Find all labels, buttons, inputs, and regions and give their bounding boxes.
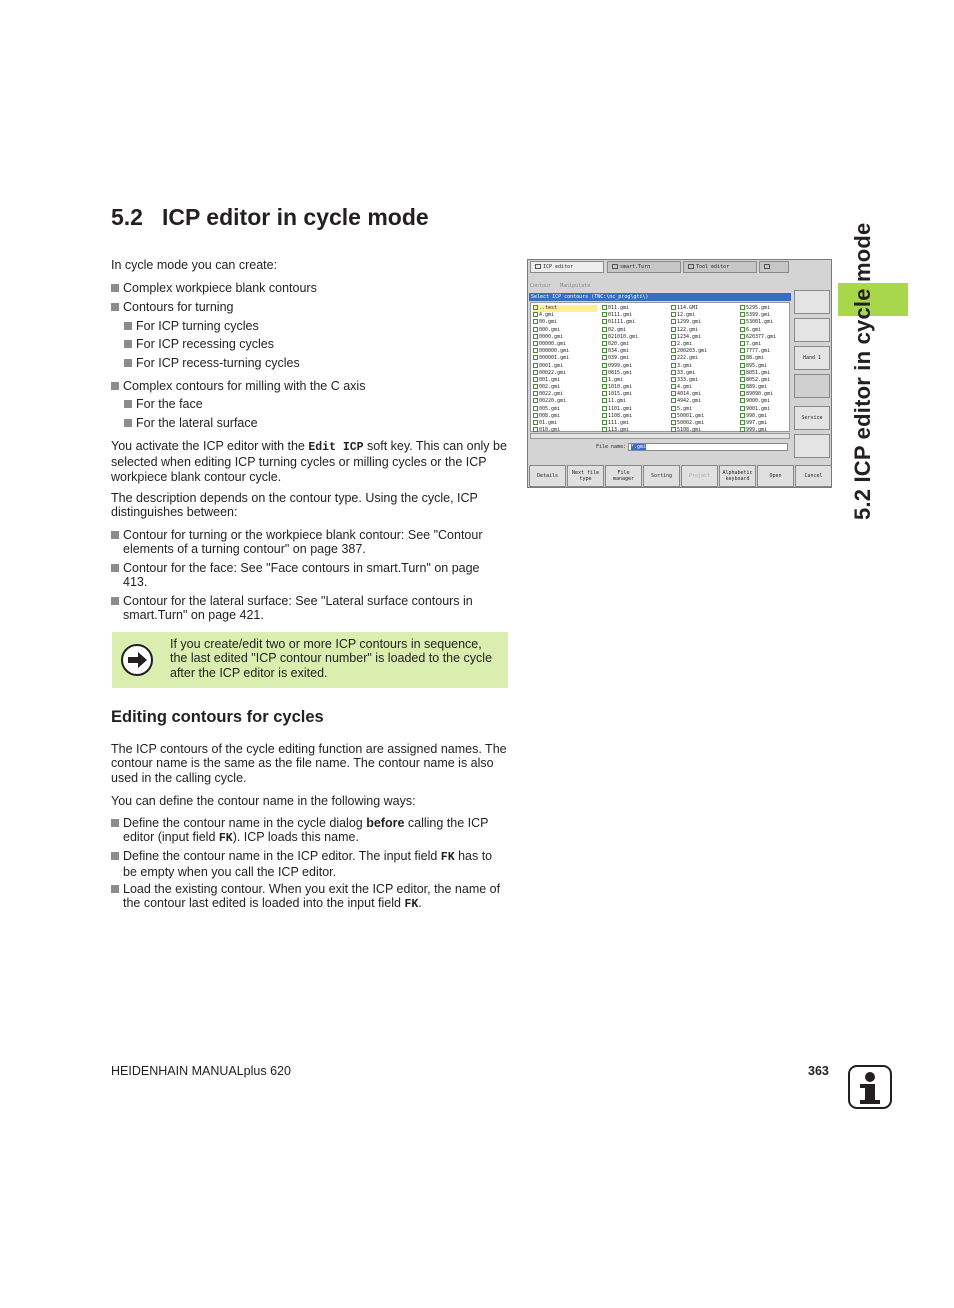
file-item-label: 8051.gmi xyxy=(746,369,771,376)
file-icon xyxy=(671,348,676,353)
file-icon xyxy=(533,305,538,310)
file-icon xyxy=(740,363,745,368)
file-item-label: 005.gmi xyxy=(539,405,561,412)
file-item[interactable] xyxy=(602,398,666,405)
file-item[interactable] xyxy=(671,305,735,312)
file-icon xyxy=(533,348,538,353)
file-icon xyxy=(671,413,676,418)
file-item[interactable] xyxy=(533,341,597,348)
file-item[interactable] xyxy=(602,334,666,341)
file-icon xyxy=(740,384,745,389)
file-item-label: 9000.gmi xyxy=(746,398,771,405)
arrow-right-icon xyxy=(121,644,153,676)
file-item-label: 5108.gmi xyxy=(677,427,702,434)
file-item-label: 1234.gmi xyxy=(677,333,702,340)
file-icon xyxy=(671,305,676,310)
file-item-label: 999.gmi xyxy=(746,427,768,434)
file-item-label: 020.gmi xyxy=(608,340,630,347)
file-icon xyxy=(533,363,538,368)
file-item[interactable] xyxy=(671,312,735,319)
file-icon xyxy=(533,312,538,317)
horizontal-scrollbar[interactable] xyxy=(530,433,790,439)
file-icon xyxy=(533,406,538,411)
file-icon xyxy=(602,391,607,396)
disk-icon xyxy=(764,264,770,269)
file-item-label: 620377.gmi xyxy=(746,333,777,340)
tab-icp-editor[interactable]: ICP editor xyxy=(530,261,604,273)
file-icon xyxy=(671,370,676,375)
file-item[interactable] xyxy=(533,391,597,398)
file-icon xyxy=(602,355,607,360)
side-running-title: 5.2 ICP editor in cycle mode xyxy=(850,222,875,520)
file-icon xyxy=(533,327,538,332)
file-item-label: 200203.gmi xyxy=(677,348,708,355)
file-icon xyxy=(533,391,538,396)
file-item[interactable] xyxy=(602,391,666,398)
file-icon xyxy=(602,406,607,411)
file-item[interactable] xyxy=(671,377,735,384)
file-column xyxy=(533,305,597,434)
tab-tool-editor[interactable]: Tool editor xyxy=(683,261,757,273)
file-item[interactable] xyxy=(533,348,597,355)
file-icon xyxy=(602,327,607,332)
file-item-label: 0999.gmi xyxy=(608,362,633,369)
file-item-label: 1108.gmi xyxy=(608,412,633,419)
file-icon xyxy=(602,377,607,382)
file-icon xyxy=(602,427,607,432)
list-item: Contour for the face: See "Face contours in smart.Turn" on page 413. xyxy=(111,561,507,590)
file-icon xyxy=(740,398,745,403)
file-icon xyxy=(602,363,607,368)
file-icon xyxy=(671,355,676,360)
file-item[interactable] xyxy=(671,334,735,341)
description-paragraph: The description depends on the contour type. Using the cycle, ICP distinguishes between: xyxy=(111,491,478,520)
file-item-label: 333.gmi xyxy=(677,376,699,383)
file-item[interactable] xyxy=(602,305,666,312)
list-item: Define the contour name in the ICP editor. The input field FK has to be empty when you call the ICP editor. xyxy=(111,849,507,880)
file-item[interactable] xyxy=(533,312,597,319)
file-item[interactable] xyxy=(533,363,597,370)
screenshot-tabs xyxy=(528,260,792,274)
file-item-label: 7777.gmi xyxy=(746,348,771,355)
softkey-open[interactable]: Open xyxy=(757,465,794,487)
vertical-softkey-tool-icon[interactable] xyxy=(794,318,830,342)
file-item-label: 89090.gmi xyxy=(746,391,774,398)
file-item[interactable] xyxy=(533,305,597,312)
file-item-label: 12.gmi xyxy=(677,312,696,319)
file-icon xyxy=(671,391,676,396)
file-item-label: 0815.gmi xyxy=(608,369,633,376)
file-icon xyxy=(602,319,607,324)
file-item[interactable] xyxy=(602,370,666,377)
file-item[interactable] xyxy=(671,413,735,420)
file-item-label: 034.gmi xyxy=(608,348,630,355)
file-column xyxy=(671,305,735,434)
file-item-label: 002.gmi xyxy=(539,384,561,391)
vertical-softkey-service[interactable]: Service xyxy=(794,406,830,430)
file-item[interactable] xyxy=(533,334,597,341)
file-item-label: 008.gmi xyxy=(539,412,561,419)
file-item-label: 2.gmi xyxy=(677,340,693,347)
file-icon xyxy=(602,398,607,403)
file-item-label: 111.gmi xyxy=(608,420,630,426)
file-item[interactable] xyxy=(602,319,666,326)
file-item-label: 4.gmi xyxy=(677,384,693,391)
file-icon xyxy=(671,334,676,339)
softkey-sorting[interactable]: Sorting xyxy=(643,465,680,487)
file-item-label: 895.gmi xyxy=(746,362,768,369)
note-box xyxy=(112,632,508,688)
file-item-label: 1101.gmi xyxy=(608,405,633,412)
file-item[interactable] xyxy=(671,355,735,362)
file-item-label: 88.gmi xyxy=(746,355,765,362)
file-item[interactable] xyxy=(602,341,666,348)
file-item-label: 889.gmi xyxy=(746,384,768,391)
file-item-label: 010.gmi xyxy=(539,427,561,434)
list-item: For the face xyxy=(124,397,507,411)
file-item[interactable] xyxy=(602,420,666,427)
file-item[interactable] xyxy=(533,370,597,377)
file-item[interactable] xyxy=(602,363,666,370)
file-icon xyxy=(740,355,745,360)
file-icon xyxy=(602,413,607,418)
file-item-label: 01111.gmi xyxy=(608,319,636,326)
file-icon xyxy=(602,334,607,339)
file-icon xyxy=(740,427,745,432)
softkey-alphabetic-keyboard[interactable]: Alphabetic keyboard xyxy=(719,465,756,487)
file-item[interactable] xyxy=(533,398,597,405)
file-item-label: ..test xyxy=(539,305,558,311)
file-item[interactable] xyxy=(533,377,597,384)
section-title xyxy=(111,204,429,231)
file-icon xyxy=(740,391,745,396)
file-item-label: 3.gmi xyxy=(677,362,693,369)
file-column xyxy=(602,305,666,434)
list-item: For ICP recessing cycles xyxy=(124,337,507,351)
vertical-softkey-hand[interactable]: Hand 1 xyxy=(794,346,830,370)
file-item-label: 1015.gmi xyxy=(608,391,633,398)
select-dialog-title: Select ICP contours (TNC:\nc_prog\gti\) xyxy=(529,293,791,301)
file-item[interactable] xyxy=(671,420,735,427)
note-text: If you create/edit two or more ICP contours in sequence, the last edited "ICP contour number" is loaded to the cycle after the ICP editor is exited. xyxy=(170,637,493,680)
file-icon xyxy=(740,420,745,425)
file-item-label: 50001.gmi xyxy=(677,412,705,419)
file-icon xyxy=(533,384,538,389)
file-item-label: 039.gmi xyxy=(608,355,630,362)
file-item[interactable] xyxy=(533,319,597,326)
file-icon xyxy=(740,305,745,310)
define-ways-paragraph: You can define the contour name in the following ways: xyxy=(111,794,416,808)
file-icon xyxy=(602,341,607,346)
file-icon xyxy=(671,398,676,403)
contour-names-paragraph: The ICP contours of the cycle editing function are assigned names. The contour name is the same as the file name. The contour name is also used in the calling cycle. xyxy=(111,742,507,785)
file-item[interactable] xyxy=(671,327,735,334)
file-item[interactable] xyxy=(533,384,597,391)
file-icon xyxy=(602,370,607,375)
file-icon xyxy=(671,319,676,324)
file-item[interactable] xyxy=(533,406,597,413)
file-icon xyxy=(533,341,538,346)
file-item-label: 990.gmi xyxy=(746,412,768,419)
horizontal-softkeys xyxy=(528,465,832,488)
intro-text: In cycle mode you can create: xyxy=(111,258,278,272)
vertical-softkey-blank[interactable] xyxy=(794,374,830,398)
file-item[interactable] xyxy=(602,413,666,420)
page-number: 363 xyxy=(808,1064,829,1078)
file-item-label: 1299.gmi xyxy=(677,319,702,326)
file-icon xyxy=(671,427,676,432)
file-item[interactable] xyxy=(533,420,597,427)
file-item-label: 5.gmi xyxy=(677,405,693,412)
file-icon xyxy=(740,327,745,332)
file-icon xyxy=(533,427,538,432)
file-item-label: 021010.gmi xyxy=(608,333,639,340)
file-item-label: 53001.gmi xyxy=(746,319,774,326)
file-item[interactable] xyxy=(671,406,735,413)
file-item-label: 011.gmi xyxy=(608,305,630,311)
file-item[interactable] xyxy=(602,348,666,355)
file-item-label: 5399.gmi xyxy=(746,312,771,319)
file-icon xyxy=(671,406,676,411)
file-item[interactable] xyxy=(671,319,735,326)
softkey-file-manager[interactable]: File manager xyxy=(605,465,642,487)
file-icon xyxy=(671,327,676,332)
file-item-label: 1010.gmi xyxy=(608,384,633,391)
file-item-label: 00000.gmi xyxy=(539,340,567,347)
softkey-details[interactable]: Details xyxy=(529,465,566,487)
file-item-label: 9001.gmi xyxy=(746,405,771,412)
file-item[interactable] xyxy=(602,312,666,319)
file-item[interactable] xyxy=(602,384,666,391)
tab-save-icon[interactable] xyxy=(759,261,789,273)
file-icon xyxy=(740,348,745,353)
list-item: Complex workpiece blank contours xyxy=(111,281,507,295)
softkey-cancel[interactable]: Cancel xyxy=(795,465,832,487)
list-item: Define the contour name in the cycle dialog before calling the ICP editor (input field FK). ICP loads this name. xyxy=(111,816,507,847)
toolbar-menu xyxy=(530,283,790,289)
file-icon xyxy=(671,341,676,346)
file-icon xyxy=(740,377,745,382)
file-item-label: 4014.gmi xyxy=(677,391,702,398)
file-icon xyxy=(740,341,745,346)
file-icon xyxy=(740,406,745,411)
file-item[interactable] xyxy=(533,355,597,362)
file-icon xyxy=(533,334,538,339)
file-icon xyxy=(602,420,607,425)
subsection-title: Editing contours for cycles xyxy=(111,708,324,726)
file-item[interactable] xyxy=(602,377,666,384)
file-item[interactable] xyxy=(671,384,735,391)
file-item-label: 00220.gmi xyxy=(539,398,567,405)
file-item[interactable] xyxy=(602,355,666,362)
file-item-label: 0001.gmi xyxy=(539,362,564,369)
file-item-label: 222.gmi xyxy=(677,355,699,362)
file-item-label: 0111.gmi xyxy=(608,312,633,319)
file-item-label: 02.gmi xyxy=(608,326,627,333)
file-icon xyxy=(602,384,607,389)
file-item-label: 000000.gmi xyxy=(539,348,570,355)
file-icon xyxy=(533,398,538,403)
file-icon xyxy=(740,319,745,324)
file-icon xyxy=(533,413,538,418)
file-item-label: 11.gmi xyxy=(608,398,627,405)
file-icon xyxy=(602,305,607,310)
file-item-label: 33.gmi xyxy=(677,369,696,376)
file-item-label: 000.gmi xyxy=(539,326,561,333)
file-item-label: 001.gmi xyxy=(539,376,561,383)
file-icon xyxy=(602,312,607,317)
file-icon xyxy=(533,420,538,425)
list-item: Load the existing contour. When you exit the ICP editor, the name of the contour last edited is loaded into the input field FK. xyxy=(111,882,507,913)
edit-icp-softkey-name: Edit ICP xyxy=(308,441,364,454)
file-icon xyxy=(671,363,676,368)
file-icon xyxy=(740,312,745,317)
file-icon xyxy=(671,312,676,317)
file-icon xyxy=(671,384,676,389)
file-item-label: 113.gmi xyxy=(608,427,630,434)
file-item[interactable] xyxy=(671,348,735,355)
file-item[interactable] xyxy=(602,406,666,413)
list-item: For ICP turning cycles xyxy=(124,319,507,333)
menu-contour[interactable]: Contour xyxy=(530,283,552,289)
file-item-label: 122.gmi xyxy=(677,326,699,333)
file-icon xyxy=(740,334,745,339)
file-item-label: 0000.gmi xyxy=(539,333,564,340)
vertical-softkey-t-icon[interactable] xyxy=(794,434,830,458)
file-item-label: 01.gmi xyxy=(539,420,558,426)
file-item-label: 50002.gmi xyxy=(677,420,705,426)
file-item[interactable] xyxy=(671,391,735,398)
list-item: Contour for turning or the workpiece blank contour: See "Contour elements of a turning contour" on page 387. xyxy=(111,528,507,557)
file-item[interactable] xyxy=(533,327,597,334)
list-item: For the lateral surface xyxy=(124,416,507,430)
file-item[interactable] xyxy=(671,370,735,377)
footer-product: HEIDENHAIN MANUALplus 620 xyxy=(111,1064,291,1078)
file-item-label: 00.gmi xyxy=(539,319,558,326)
icp-file-select-screenshot xyxy=(527,259,832,488)
file-item[interactable] xyxy=(533,413,597,420)
file-item[interactable] xyxy=(671,398,735,405)
list-item: Contour for the lateral surface: See "Lateral surface contours in smart.Turn" on page 421. xyxy=(111,594,507,623)
file-item-label: 997.gmi xyxy=(746,420,768,426)
file-item-label: 7.gmi xyxy=(746,340,762,347)
file-name-input[interactable]: *.gmi xyxy=(628,443,788,451)
file-item-label: 5295.gmi xyxy=(746,305,771,311)
file-item-label: 4942.gmi xyxy=(677,398,702,405)
file-icon xyxy=(533,355,538,360)
file-item-label: 00022.gmi xyxy=(539,369,567,376)
file-icon xyxy=(533,319,538,324)
file-icon xyxy=(740,413,745,418)
file-icon xyxy=(671,420,676,425)
file-name-label: File name: xyxy=(596,444,627,450)
file-item-label: 6.gmi xyxy=(746,326,762,333)
file-item[interactable] xyxy=(671,341,735,348)
vertical-softkey-contour-icon[interactable] xyxy=(794,290,830,314)
file-item-label: 4.gmi xyxy=(539,312,555,319)
list-item: Contours for turning xyxy=(111,300,507,314)
file-item-label: 1.gmi xyxy=(608,376,624,383)
section-title-text: ICP editor in cycle mode xyxy=(161,204,429,230)
info-icon xyxy=(848,1065,892,1109)
file-list[interactable] xyxy=(530,302,790,432)
file-item[interactable] xyxy=(671,363,735,370)
file-item[interactable] xyxy=(602,327,666,334)
softkey-project[interactable]: Project xyxy=(681,465,718,487)
section-number: 5.2 xyxy=(111,204,143,230)
file-item[interactable] xyxy=(740,398,804,405)
file-icon xyxy=(533,370,538,375)
file-icon xyxy=(533,377,538,382)
list-item: Complex contours for milling with the C axis xyxy=(111,379,507,393)
file-icon xyxy=(740,370,745,375)
activate-paragraph: You activate the ICP editor with the Edit ICP soft key. This can only be selected when editing ICP turning cycles or milling cycles or the ICP workpiece blank contour cycle. xyxy=(111,439,507,484)
file-icon xyxy=(602,348,607,353)
file-icon xyxy=(671,377,676,382)
tab-smart-turn[interactable]: smart.Turn xyxy=(607,261,681,273)
file-item-label: 114.GMI xyxy=(677,305,699,311)
softkey-next-file-type[interactable]: Next file type xyxy=(567,465,604,487)
file-item-label: 000001.gmi xyxy=(539,355,570,362)
menu-manipulate[interactable]: Manipulate xyxy=(560,283,591,289)
file-item-label: 0022.gmi xyxy=(539,391,564,398)
list-item: For ICP recess-turning cycles xyxy=(124,356,507,370)
file-item-label: 8052.gmi xyxy=(746,376,771,383)
